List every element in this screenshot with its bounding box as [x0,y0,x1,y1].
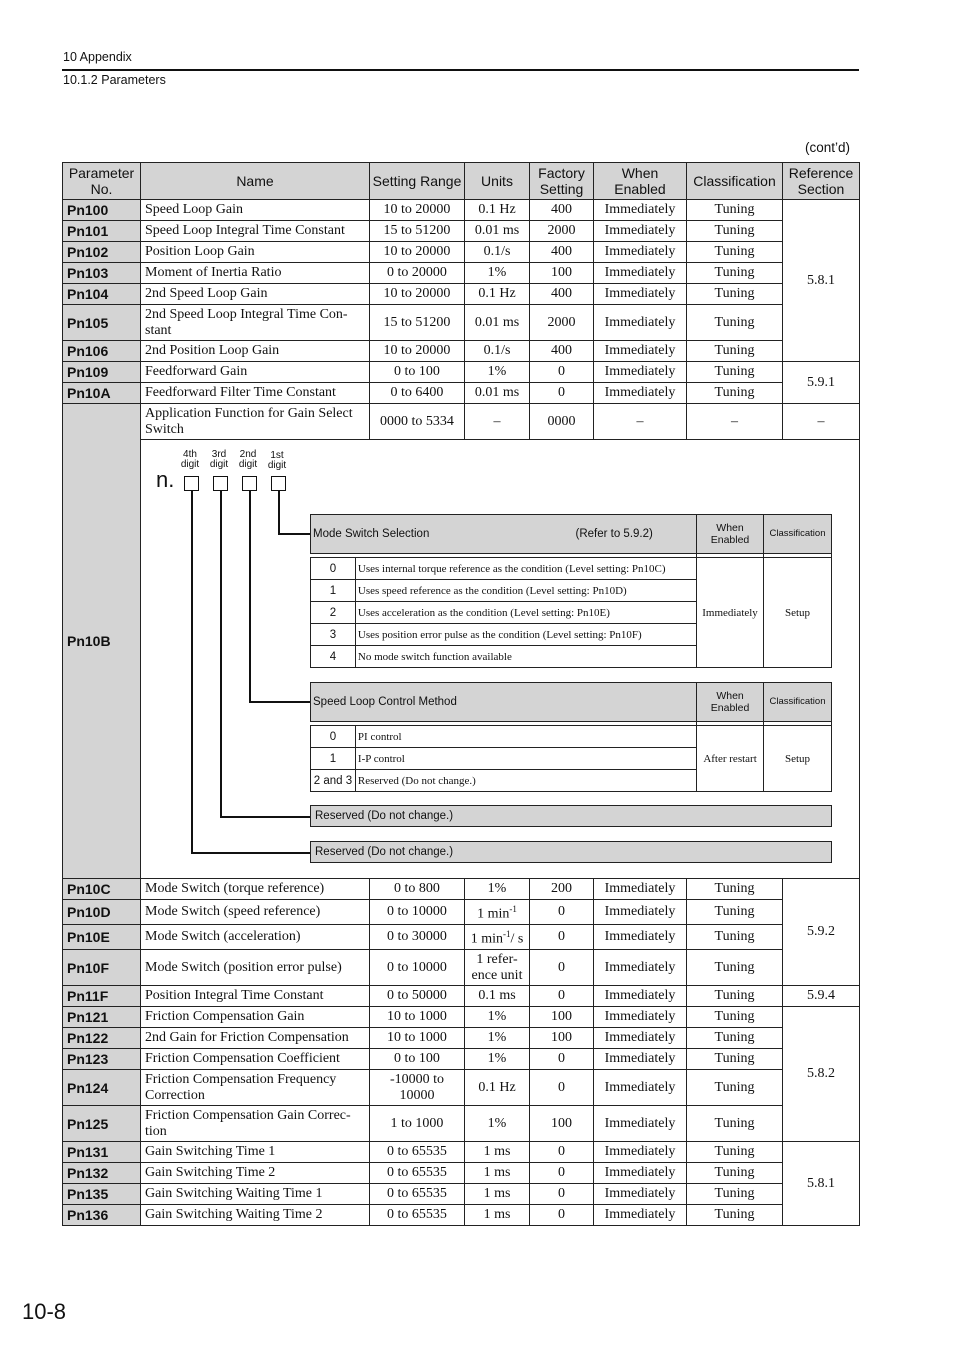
table-row [63,200,860,221]
units [465,925,530,950]
table-row [63,1142,860,1163]
units-value: 1 min [470,931,503,947]
units-value: 1% [487,1115,507,1131]
units [465,1142,530,1163]
classification: Tuning [687,950,783,986]
param-name: Gain Switching Time 1 [141,1142,370,1163]
table-row [63,986,860,1007]
classification: Tuning [687,362,783,383]
param-name: Feedforward Filter Time Constant [141,383,370,404]
units-value: 0.1 Hz [478,202,516,217]
factory-setting: 400 [530,200,594,221]
classification: Tuning [687,879,783,900]
units [465,1163,530,1184]
units [465,1205,530,1226]
table-row [63,221,860,242]
option-value: 0 [311,558,356,580]
table-row [63,1205,860,1226]
table-row [63,284,860,305]
param-name: Friction Compensation Gain [141,1007,370,1028]
factory-setting: 0000 [530,404,594,440]
units: – [465,404,530,440]
units [465,383,530,404]
setting-range: 0 to 20000 [370,263,465,284]
units-value: 1% [487,1051,507,1066]
factory-setting: 0 [530,362,594,383]
units [465,986,530,1007]
classification: Tuning [687,986,783,1007]
units-value: 1 ms [483,1186,511,1201]
header-rule [62,69,859,71]
reference-section: 5.9.4 [783,986,860,1007]
mode-switch-title: Mode Switch Selection [313,528,430,540]
setting-range: 0 to 65535 [370,1142,465,1163]
table-row [63,1049,860,1070]
classification: Tuning [687,1007,783,1028]
units-value: 1% [487,1009,507,1024]
param-number: Pn122 [63,1028,141,1049]
setting-range: 0 to 65535 [370,1205,465,1226]
units [465,200,530,221]
table-row [63,879,860,900]
when-enabled: Immediately [594,284,687,305]
col-header: Name [141,163,370,200]
when-enabled: Immediately [594,1028,687,1049]
when-enabled: After restart [697,726,764,792]
setting-range: 10 to 20000 [370,200,465,221]
setting-range: 0 to 50000 [370,986,465,1007]
reference-section: 5.8.1 [783,1142,860,1226]
classification: Tuning [687,1106,783,1142]
units [465,1184,530,1205]
when-enabled: Immediately [594,1205,687,1226]
param-name: 2nd Speed Loop Integral Time Con-stant [141,305,370,341]
table-row [63,242,860,263]
digit-box-4th [184,476,199,491]
classification: Tuning [687,1163,783,1184]
setting-range: 0 to 30000 [370,925,465,950]
when-enabled-header: When Enabled [697,683,764,722]
digit-diagram-cell [141,440,860,879]
table-row [63,440,860,879]
setting-range: 0 to 65535 [370,1184,465,1205]
param-number: Pn121 [63,1007,141,1028]
param-name: Mode Switch (acceleration) [141,925,370,950]
classification: Setup [764,726,832,792]
page-number: 10-8 [22,1299,67,1324]
units-value: 1% [487,364,507,379]
factory-setting: 0 [530,383,594,404]
param-name: Moment of Inertia Ratio [141,263,370,284]
table-row [63,1028,860,1049]
param-name: Friction Compensation Coefficient [141,1049,370,1070]
option-desc: Uses position error pulse as the condition (Level setting: Pn10F) [355,624,696,646]
when-enabled: Immediately [594,362,687,383]
setting-range: 1 to 1000 [370,1106,465,1142]
when-enabled: Immediately [594,1007,687,1028]
param-name: 2nd Gain for Friction Compensation [141,1028,370,1049]
factory-setting: 0 [530,925,594,950]
classification: – [687,404,783,440]
param-name: Mode Switch (speed reference) [141,900,370,925]
digit-diagram [141,440,831,878]
classification: Setup [764,558,832,668]
factory-setting: 2000 [530,305,594,341]
factory-setting: 0 [530,900,594,925]
param-number: Pn10B [63,404,141,879]
digit-label: 1st digit [267,450,287,471]
reference-section: – [783,404,860,440]
param-name: Gain Switching Waiting Time 2 [141,1205,370,1226]
factory-setting: 0 [530,1070,594,1106]
units-value: 1 ms [483,1144,511,1159]
classification: Tuning [687,383,783,404]
option-desc: Uses speed reference as the condition (Level setting: Pn10D) [355,580,696,602]
param-number: Pn101 [63,221,141,242]
units [465,1049,530,1070]
classification: Tuning [687,1184,783,1205]
units [465,1070,530,1106]
classification: Tuning [687,1028,783,1049]
param-number: Pn10D [63,900,141,925]
param-name: Gain Switching Time 2 [141,1163,370,1184]
param-name: Position Loop Gain [141,242,370,263]
connector-line [220,816,310,818]
units [465,950,530,986]
param-number: Pn135 [63,1184,141,1205]
factory-setting: 100 [530,263,594,284]
digit-box-3rd [213,476,228,491]
units [465,263,530,284]
param-number: Pn123 [63,1049,141,1070]
table-row [63,263,860,284]
table-row [63,1070,860,1106]
units-value: 1 ms [483,1207,511,1222]
option-desc: No mode switch function available [355,646,696,668]
table-row [63,1184,860,1205]
option-value: 2 and 3 [311,770,356,792]
when-enabled: Immediately [594,1070,687,1106]
when-enabled: Immediately [594,879,687,900]
speed-loop-table [310,682,832,792]
classification: Tuning [687,242,783,263]
when-enabled: Immediately [697,558,764,668]
units-value: 1 refer-ence unit [471,951,523,983]
param-name: Speed Loop Integral Time Constant [141,221,370,242]
param-number: Pn10E [63,925,141,950]
param-name: 2nd Speed Loop Gain [141,284,370,305]
digit-box-1st [271,476,286,491]
table-row [63,1007,860,1028]
option-value: 4 [311,646,356,668]
factory-setting: 0 [530,1184,594,1205]
mode-switch-table [310,514,832,668]
col-header: Setting Range [370,163,465,200]
factory-setting: 100 [530,1028,594,1049]
option-desc: PI control [355,726,696,748]
factory-setting: 0 [530,1049,594,1070]
reserved-digit-3: Reserved (Do not change.) [310,805,832,827]
param-number: Pn105 [63,305,141,341]
units-value: 0.1/s [483,343,511,358]
param-number: Pn11F [63,986,141,1007]
table-row [63,1163,860,1184]
units-value: 0.1/s [483,244,511,259]
units-value: 1% [487,265,507,280]
list-item [311,726,832,748]
param-number: Pn124 [63,1070,141,1106]
classification-header: Classification [764,515,832,554]
units-exponent: -1 [502,929,511,940]
chapter-header: 10 Appendix [63,50,132,64]
when-enabled: Immediately [594,925,687,950]
list-item [311,558,832,580]
classification: Tuning [687,1205,783,1226]
digit-label: 3rd digit [209,449,229,470]
param-number: Pn100 [63,200,141,221]
when-enabled: Immediately [594,900,687,925]
units [465,1007,530,1028]
param-name: Application Function for Gain Select Switch [141,404,370,440]
param-number: Pn10C [63,879,141,900]
param-number: Pn10F [63,950,141,986]
connector-line [278,533,310,535]
digit-label: 4th digit [180,449,200,470]
param-number: Pn102 [63,242,141,263]
units-tail: / s [510,931,524,947]
col-header: Parameter No. [63,163,141,200]
when-enabled: Immediately [594,1142,687,1163]
units-value: 1% [487,1030,507,1045]
param-number: Pn136 [63,1205,141,1226]
classification: Tuning [687,900,783,925]
when-enabled: Immediately [594,341,687,362]
option-desc: I-P control [355,748,696,770]
param-number: Pn106 [63,341,141,362]
factory-setting: 400 [530,341,594,362]
connector-line [249,701,310,703]
table-row [63,1106,860,1142]
param-name: Friction Compensation Gain Correc-tion [141,1106,370,1142]
parameters-table [62,162,860,1226]
factory-setting: 0 [530,1205,594,1226]
setting-range: 10 to 20000 [370,284,465,305]
units-value: 0.1 Hz [478,286,516,301]
when-enabled: Immediately [594,1163,687,1184]
classification-header: Classification [764,683,832,722]
col-header: Units [465,163,530,200]
when-enabled: Immediately [594,1049,687,1070]
factory-setting: 0 [530,986,594,1007]
setting-range: 0 to 65535 [370,1163,465,1184]
units-exponent: -1 [509,904,517,915]
table-row [63,305,860,341]
param-number: Pn109 [63,362,141,383]
classification: Tuning [687,925,783,950]
when-enabled: Immediately [594,986,687,1007]
section-header: 10.1.2 Parameters [63,73,166,87]
units [465,284,530,305]
units [465,362,530,383]
classification: Tuning [687,341,783,362]
option-value: 0 [311,726,356,748]
option-desc: Uses acceleration as the condition (Level setting: Pn10E) [355,602,696,624]
option-desc: Uses internal torque reference as the condition (Level setting: Pn10C) [355,558,696,580]
param-number: Pn10A [63,383,141,404]
units [465,242,530,263]
col-header: Reference Section [783,163,860,200]
n-prefix: n. [156,467,175,492]
when-enabled: Immediately [594,383,687,404]
factory-setting: 2000 [530,221,594,242]
param-number: Pn125 [63,1106,141,1142]
units [465,900,530,925]
param-name: Position Integral Time Constant [141,986,370,1007]
col-header: Classification [687,163,783,200]
connector-line [278,491,280,534]
connector-line [191,491,193,853]
param-name: Speed Loop Gain [141,200,370,221]
mode-switch-header [311,515,697,554]
units-value: 0.01 ms [474,314,520,330]
units-value: 0.01 ms [474,385,520,400]
classification: Tuning [687,1049,783,1070]
factory-setting: 400 [530,284,594,305]
units [465,341,530,362]
speed-loop-title: Speed Loop Control Method [311,683,697,722]
param-name: Mode Switch (position error pulse) [141,950,370,986]
units-value: 0.1 ms [478,988,516,1003]
when-enabled: – [594,404,687,440]
table-row [63,900,860,925]
connector-line [191,852,310,854]
units [465,305,530,341]
option-value: 1 [311,580,356,602]
continued-label: (cont’d) [804,140,850,155]
connector-line [249,491,251,702]
reference-section: 5.9.1 [783,362,860,404]
units [465,221,530,242]
table-row [63,925,860,950]
classification: Tuning [687,1070,783,1106]
setting-range: 10 to 1000 [370,1007,465,1028]
reference-section: 5.8.2 [783,1007,860,1142]
units [465,1106,530,1142]
setting-range: 0 to 100 [370,1049,465,1070]
units-value: 0.01 ms [474,223,520,238]
when-enabled: Immediately [594,305,687,341]
factory-setting: 0 [530,1163,594,1184]
factory-setting: 400 [530,242,594,263]
digit-box-2nd [242,476,257,491]
reserved-digit-4: Reserved (Do not change.) [310,841,832,863]
when-enabled: Immediately [594,242,687,263]
classification: Tuning [687,1142,783,1163]
param-name: Feedforward Gain [141,362,370,383]
param-number: Pn104 [63,284,141,305]
factory-setting: 100 [530,1106,594,1142]
units-value: 1 ms [483,1165,511,1180]
setting-range: 0 to 10000 [370,900,465,925]
reference-section: 5.8.1 [783,200,860,362]
option-value: 3 [311,624,356,646]
units-value: 0.1 Hz [478,1079,516,1095]
param-name: Gain Switching Waiting Time 1 [141,1184,370,1205]
units-value: 1 min [477,906,510,922]
factory-setting: 0 [530,950,594,986]
setting-range: 10 to 20000 [370,341,465,362]
when-enabled-header: When Enabled [697,515,764,554]
setting-range: -10000 to 10000 [370,1070,465,1106]
table-row [63,950,860,986]
factory-setting: 200 [530,879,594,900]
setting-range: 0 to 800 [370,879,465,900]
digit-label: 2nd digit [238,449,258,470]
setting-range: 10 to 1000 [370,1028,465,1049]
reference-section: 5.9.2 [783,879,860,986]
setting-range: 10 to 20000 [370,242,465,263]
when-enabled: Immediately [594,263,687,284]
classification: Tuning [687,305,783,341]
classification: Tuning [687,263,783,284]
setting-range: 0 to 100 [370,362,465,383]
classification: Tuning [687,284,783,305]
setting-range: 15 to 51200 [370,221,465,242]
param-number: Pn131 [63,1142,141,1163]
param-name: 2nd Position Loop Gain [141,341,370,362]
units [465,1028,530,1049]
table-row [63,362,860,383]
mode-switch-refer: (Refer to 5.9.2) [575,528,653,540]
when-enabled: Immediately [594,221,687,242]
setting-range: 0 to 6400 [370,383,465,404]
when-enabled: Immediately [594,1106,687,1142]
units [465,879,530,900]
setting-range: 0000 to 5334 [370,404,465,440]
col-header: When Enabled [594,163,687,200]
when-enabled: Immediately [594,950,687,986]
table-row [63,341,860,362]
factory-setting: 0 [530,1142,594,1163]
param-name: Mode Switch (torque reference) [141,879,370,900]
classification: Tuning [687,221,783,242]
setting-range: 0 to 10000 [370,950,465,986]
when-enabled: Immediately [594,200,687,221]
table-row [63,404,860,440]
param-number: Pn132 [63,1163,141,1184]
when-enabled: Immediately [594,1184,687,1205]
option-desc: Reserved (Do not change.) [355,770,696,792]
param-name: Friction Compensation Frequency Correction [141,1070,370,1106]
factory-setting: 100 [530,1007,594,1028]
option-value: 1 [311,748,356,770]
option-value: 2 [311,602,356,624]
table-header-row [63,163,860,200]
connector-line [220,491,222,817]
col-header: Factory Setting [530,163,594,200]
setting-range: 15 to 51200 [370,305,465,341]
table-row [63,383,860,404]
classification: Tuning [687,200,783,221]
units-value: 1% [487,881,507,896]
param-number: Pn103 [63,263,141,284]
